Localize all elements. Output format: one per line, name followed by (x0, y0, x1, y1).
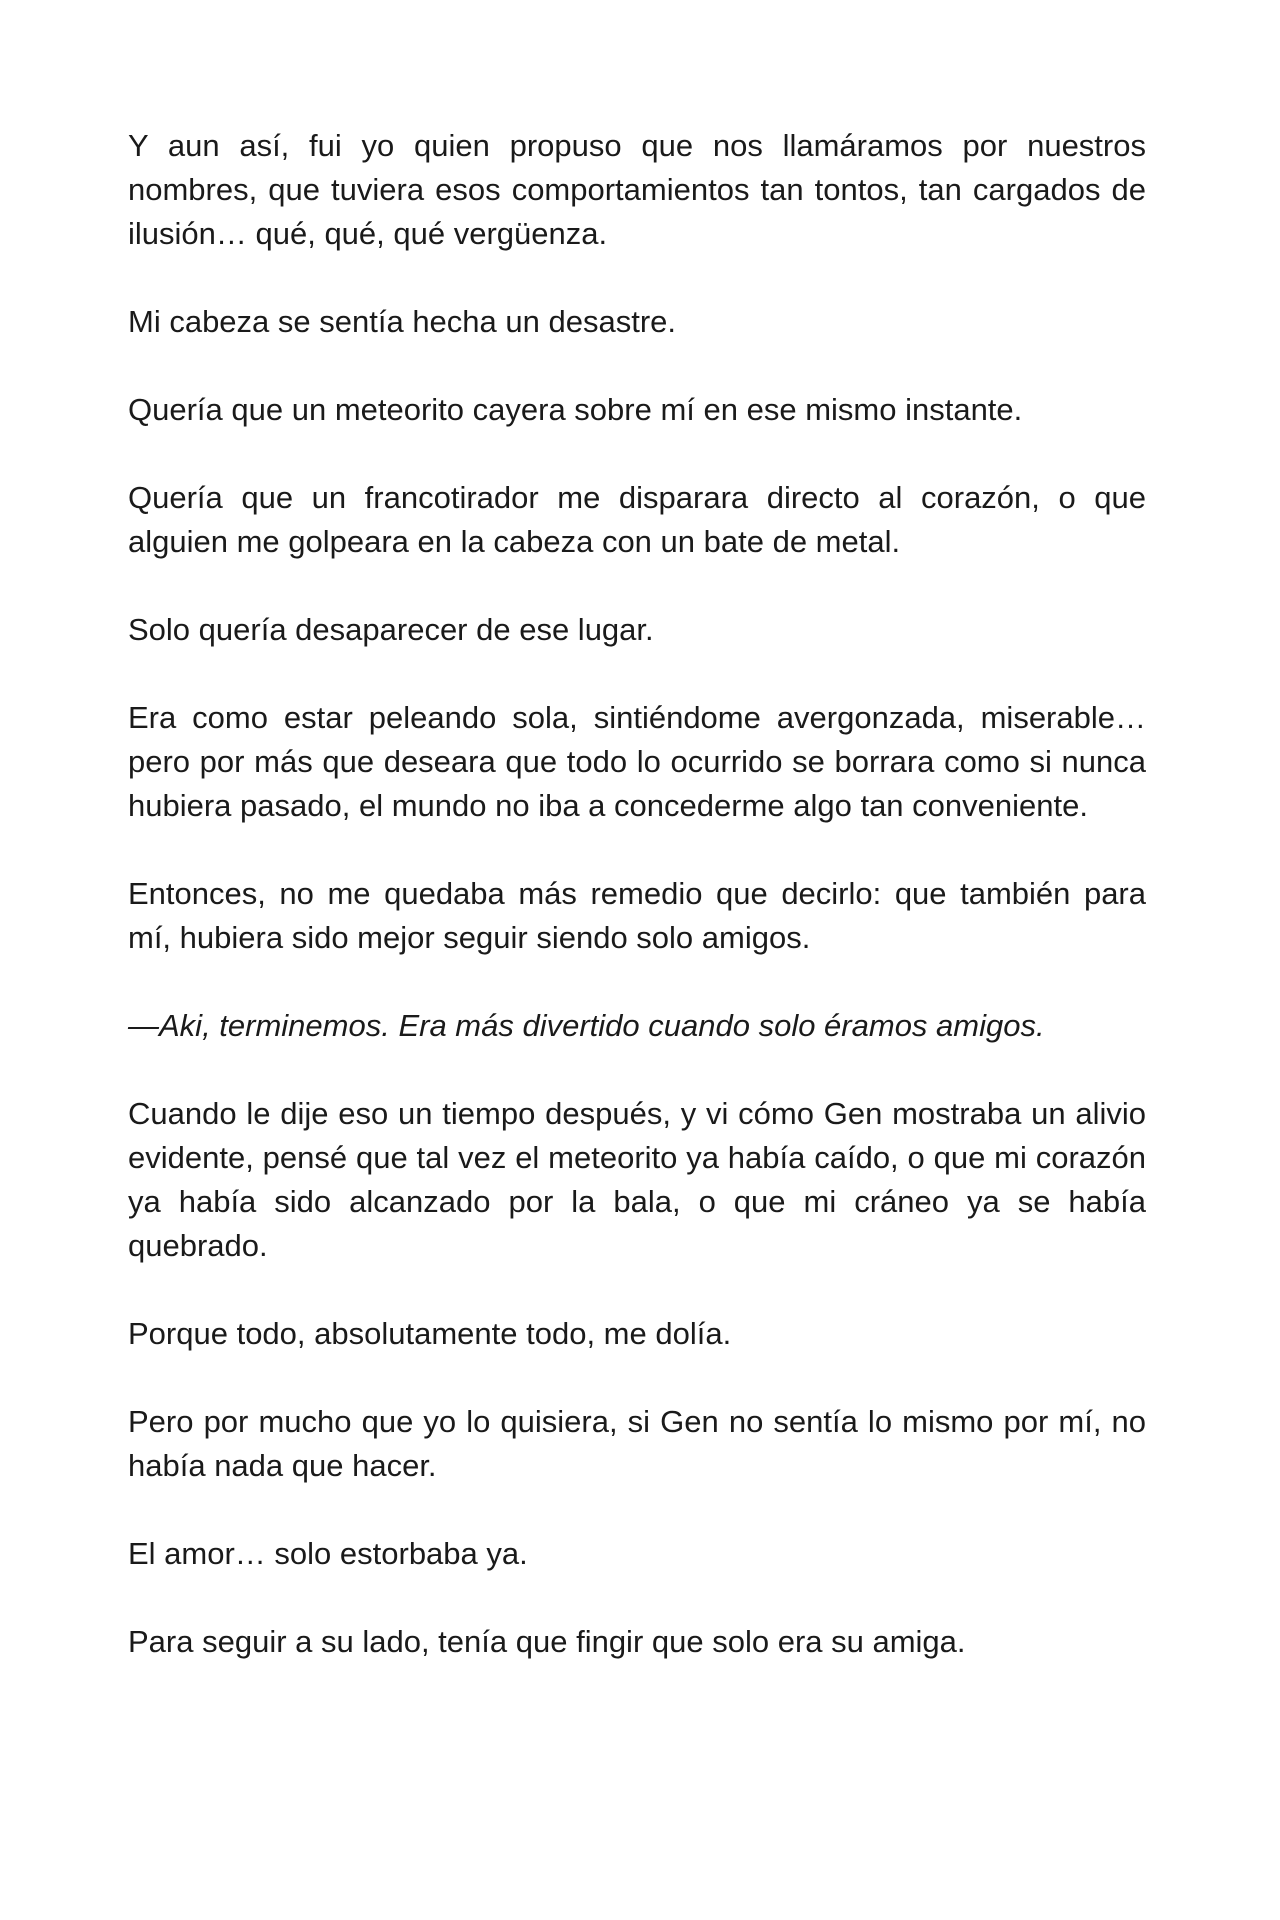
paragraph: El amor… solo estorbaba ya. (128, 1536, 528, 1571)
dialogue-line: —Aki, terminemos. Era más divertido cuando solo éramos amigos. (128, 1008, 1045, 1043)
paragraph: Y aun así, fui yo quien propuso que nos llamáramos por nuestros nombres, que tuviera esos comportamientos tan tontos, tan cargados de ilusión… qué, qué, qué vergüenza. (128, 128, 1146, 251)
paragraph: Quería que un francotirador me disparara directo al corazón, o que alguien me golpeara en la cabeza con un bate de metal. (128, 480, 1146, 559)
paragraph: Porque todo, absolutamente todo, me dolía. (128, 1316, 732, 1351)
document-page (128, 124, 1146, 1708)
paragraph: Entonces, no me quedaba más remedio que decirlo: que también para mí, hubiera sido mejor seguir siendo solo amigos. (128, 876, 1146, 955)
paragraph: Mi cabeza se sentía hecha un desastre. (128, 304, 676, 339)
paragraph: Cuando le dije eso un tiempo después, y vi cómo Gen mostraba un alivio evidente, pensé que tal vez el meteorito ya había caído, o que mi corazón ya había sido alcanzado por la bala, o que mi cráneo ya se había quebrado. (128, 1096, 1146, 1263)
paragraph: Pero por mucho que yo lo quisiera, si Gen no sentía lo mismo por mí, no había nada que hacer. (128, 1404, 1146, 1483)
paragraph: Quería que un meteorito cayera sobre mí en ese mismo instante. (128, 392, 1023, 427)
paragraph: Solo quería desaparecer de ese lugar. (128, 612, 654, 647)
paragraph: Era como estar peleando sola, sintiéndome avergonzada, miserable… pero por más que deseara que todo lo ocurrido se borrara como si nunca hubiera pasado, el mundo no iba a concederme algo tan conveniente. (128, 700, 1146, 823)
paragraph: Para seguir a su lado, tenía que fingir que solo era su amiga. (128, 1624, 966, 1659)
